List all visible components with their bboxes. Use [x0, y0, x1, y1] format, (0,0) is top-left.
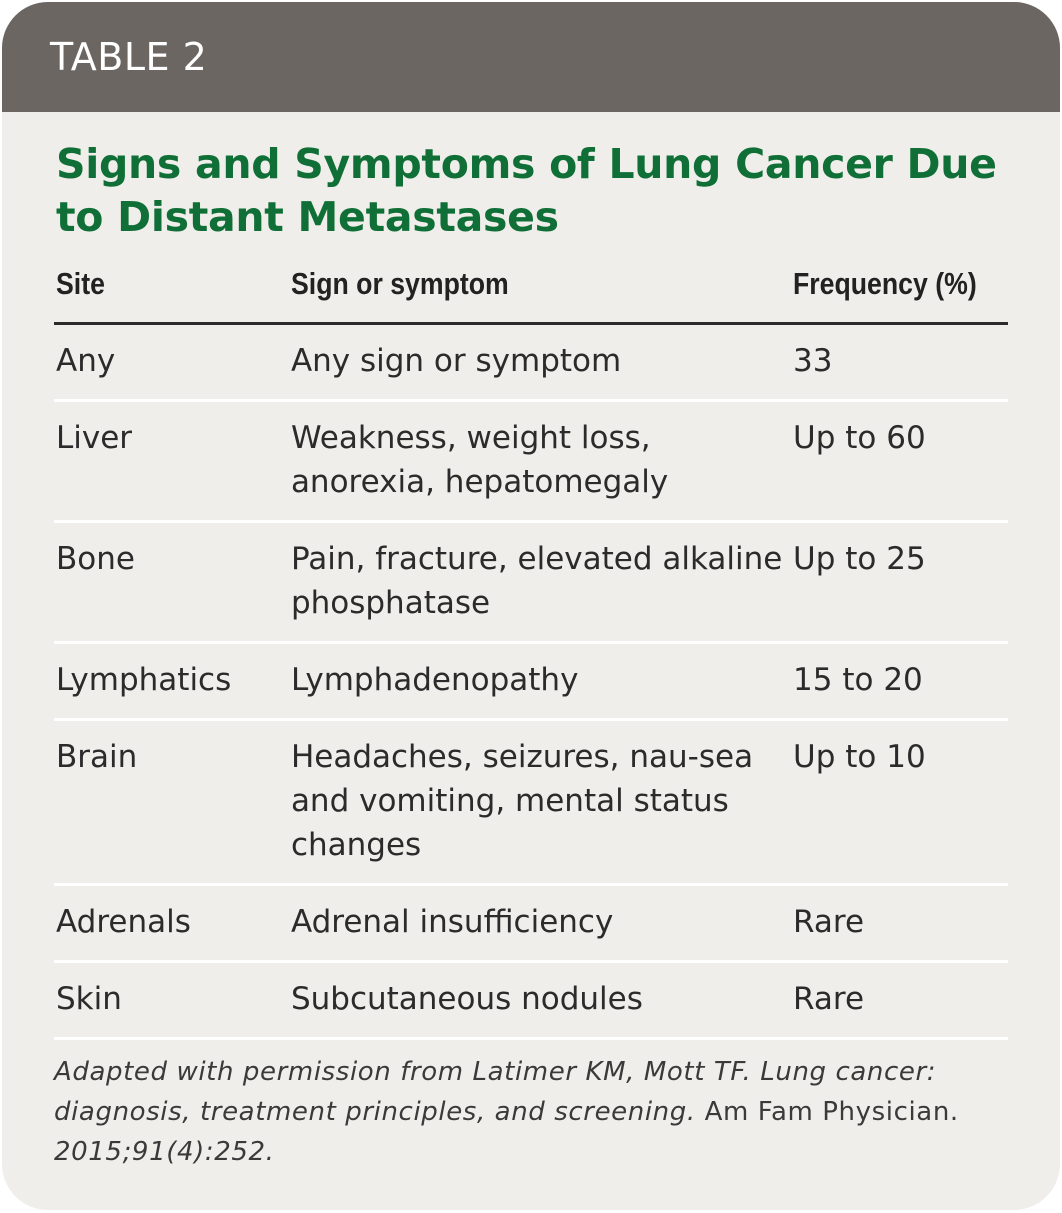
table-row	[54, 522, 1008, 643]
cell-site: Brain	[54, 720, 289, 885]
column-header-frequency: Frequency (%)	[791, 250, 1008, 324]
source-citation-italic: Adapted with permission from Latimer KM, Mott TF. Lung cancer: diagnosis, treatment principles, and screening.	[54, 1057, 937, 1127]
table-row	[54, 401, 1008, 522]
cell-frequency: 15 to 20	[791, 643, 1008, 720]
table-row	[54, 962, 1008, 1039]
source-note	[54, 1052, 1014, 1172]
cell-sign: Pain, fracture, elevated alkaline phosphatase	[289, 522, 791, 643]
cell-frequency: Up to 10	[791, 720, 1008, 885]
table-title: Signs and Symptoms of Lung Cancer Due to Distant Metastases	[56, 140, 997, 241]
cell-sign: Weakness, weight loss, anorexia, hepatomegaly	[289, 401, 791, 522]
cell-frequency: Rare	[791, 885, 1008, 962]
cell-frequency: Rare	[791, 962, 1008, 1039]
source-journal: Am Fam Physician.	[695, 1097, 959, 1127]
table-row	[54, 885, 1008, 962]
cell-sign: Subcutaneous nodules	[289, 962, 791, 1039]
table-label: TABLE 2	[50, 35, 208, 79]
cell-frequency: 33	[791, 324, 1008, 401]
cell-site: Lymphatics	[54, 643, 289, 720]
column-header-site: Site	[54, 250, 289, 324]
table-row	[54, 643, 1008, 720]
column-header-sign: Sign or symptom	[289, 250, 791, 324]
cell-site: Any	[54, 324, 289, 401]
cell-frequency: Up to 25	[791, 522, 1008, 643]
cell-site: Skin	[54, 962, 289, 1039]
data-table	[54, 250, 1008, 1040]
cell-site: Adrenals	[54, 885, 289, 962]
cell-site: Bone	[54, 522, 289, 643]
cell-sign: Any sign or symptom	[289, 324, 791, 401]
table-header-row	[54, 250, 1008, 324]
table-row	[54, 720, 1008, 885]
cell-frequency: Up to 60	[791, 401, 1008, 522]
table-card	[2, 2, 1060, 1210]
table-row	[54, 324, 1008, 401]
cell-site: Liver	[54, 401, 289, 522]
table-label-bar	[2, 2, 1060, 112]
cell-sign: Headaches, seizures, nau-sea and vomiting, mental status changes	[289, 720, 791, 885]
source-issue-italic: 2015;91(4):252.	[54, 1137, 275, 1167]
cell-sign: Lymphadenopathy	[289, 643, 791, 720]
cell-sign: Adrenal insufficiency	[289, 885, 791, 962]
